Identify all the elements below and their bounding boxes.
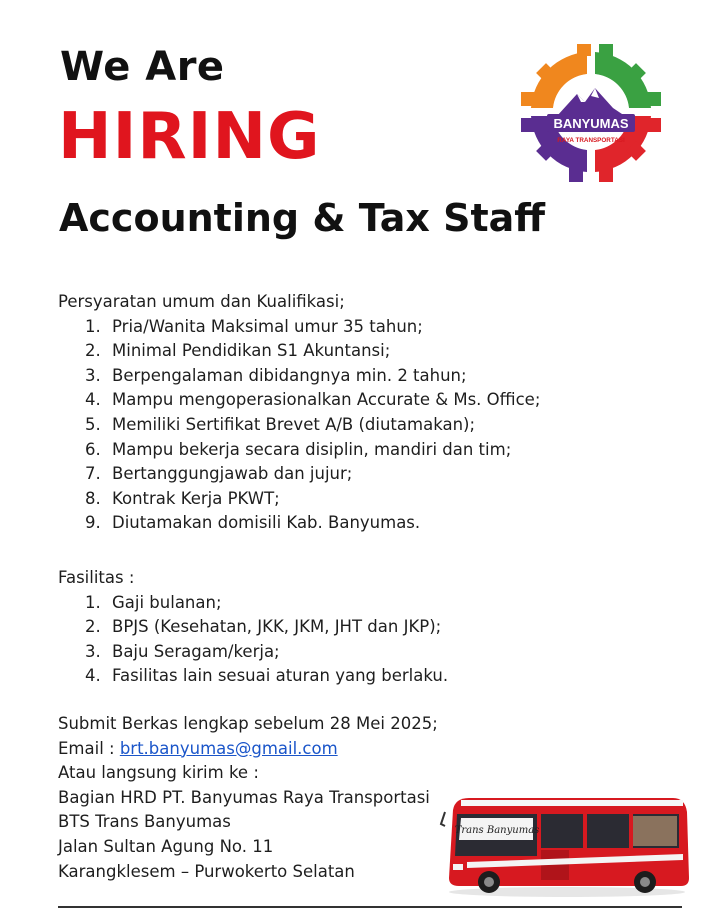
list-item: 3. Berpengalaman dibidangnya min. 2 tahun; (106, 364, 540, 389)
list-item: 2. Minimal Pendidikan S1 Akuntansi; (106, 339, 540, 364)
list-item: 3. Baju Seragam/kerja; (106, 640, 448, 665)
heading-hiring: HIRING (58, 100, 321, 174)
facilities-section (58, 566, 448, 689)
list-item: 1. Pria/Wanita Maksimal umur 35 tahun; (106, 315, 540, 340)
requirements-section (58, 290, 540, 536)
list-item: 2. BPJS (Kesehatan, JKK, JKM, JHT dan JKP); (106, 615, 448, 640)
list-item: 4. Mampu mengoperasionalkan Accurate & Ms. Office; (106, 388, 540, 413)
list-item: 4. Fasilitas lain sesuai aturan yang berlaku. (106, 664, 448, 689)
address-line: Jalan Sultan Agung No. 11 (58, 836, 274, 856)
submission-deadline: Submit Berkas lengkap sebelum 28 Mei 2025; (58, 714, 438, 733)
address-line: Karangklesem – Purwokerto Selatan (58, 861, 355, 881)
email-line (58, 737, 438, 762)
facilities-heading: Fasilitas : (58, 568, 135, 587)
list-item: 9. Diutamakan domisili Kab. Banyumas. (106, 511, 540, 536)
email-link[interactable]: brt.banyumas@gmail.com (119, 738, 338, 758)
list-item: 7. Bertanggungjawab dan jujur; (106, 462, 540, 487)
list-item: 1. Gaji bulanan; (106, 591, 448, 616)
requirements-heading: Persyaratan umum dan Kualifikasi; (58, 292, 345, 311)
submission-section (58, 712, 438, 884)
facilities-list (58, 591, 448, 689)
bus-illustration (437, 790, 693, 900)
email-label: Email : (58, 738, 120, 758)
logo-tagline: RAYA TRANSPORTASI (557, 137, 625, 144)
banyumas-logo (516, 44, 666, 184)
list-item: 5. Memiliki Sertifikat Brevet A/B (diutamakan); (106, 413, 540, 438)
list-item: 6. Mampu bekerja secara disiplin, mandiri dan tim; (106, 438, 540, 463)
list-item: 8. Kontrak Kerja PKWT; (106, 487, 540, 512)
logo-name: BANYUMAS (553, 116, 629, 131)
heading-we-are: We Are (60, 44, 225, 90)
send-direct-text: Atau langsung kirim ke : (58, 763, 259, 783)
requirements-list (58, 315, 540, 536)
address-line: BTS Trans Banyumas (58, 812, 231, 832)
address-line: Bagian HRD PT. Banyumas Raya Transportasi (58, 787, 430, 807)
bottom-divider (58, 906, 682, 908)
job-position-title: Accounting & Tax Staff (59, 196, 546, 240)
bus-label: Trans Banyumas (454, 825, 540, 836)
